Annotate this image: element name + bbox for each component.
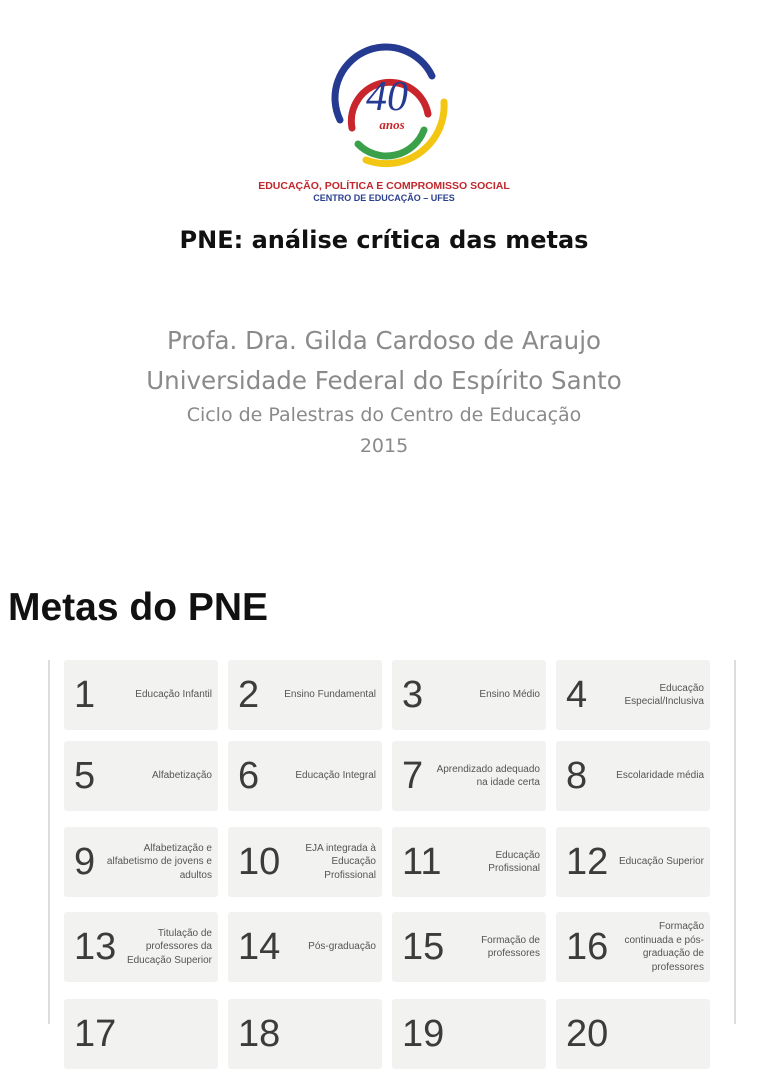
goal-tile [556,827,710,897]
goals-panel [48,660,736,1055]
goal-label: Titulação de professores da Educação Superior [126,927,212,966]
goal-number: 8 [566,755,588,797]
goal-tile [392,999,546,1069]
goal-label: Educação Infantil [135,689,212,701]
author-university: Universidade Federal do Espírito Santo [146,366,622,395]
goal-tile [228,660,382,730]
logo-number: 40 [366,74,408,120]
goal-number: 7 [402,755,424,797]
goal-tile [228,912,382,982]
goal-tile [392,912,546,982]
goal-tile [228,827,382,897]
goal-label: Formação de professores [481,934,540,959]
goal-number: 1 [74,674,96,716]
logo-caption-line2: CENTRO DE EDUCAÇÃO – UFES [313,193,455,203]
goal-number: 19 [402,1013,445,1055]
goal-label: Escolaridade média [616,770,704,782]
title-slide [0,0,768,530]
logo-caption-line1: EDUCAÇÃO, POLÍTICA E COMPROMISSO SOCIAL [258,180,510,192]
goal-label: Ensino Médio [479,689,540,701]
goal-label: Educação Superior [618,856,704,868]
goal-number: 18 [238,1013,281,1055]
section-title: Metas do PNE [8,586,269,629]
goal-label: Educação Integral [295,770,376,782]
ufes-40-anos-logo [320,38,455,173]
goal-number: 5 [74,755,96,797]
goal-tile [64,827,218,897]
goal-tile [64,912,218,982]
goal-number: 16 [566,926,609,968]
goal-number: 14 [238,926,281,968]
logo-word: anos [379,117,405,132]
goal-tile [392,660,546,730]
goal-label: Educação Profissional [488,849,540,874]
goal-number: 20 [566,1013,609,1055]
goal-number: 6 [238,755,260,797]
goal-number: 4 [566,674,588,716]
goal-tile [556,741,710,811]
goal-tile [228,741,382,811]
goal-tile [392,827,546,897]
goal-label: Aprendizado adequado na idade certa [436,763,540,788]
goal-number: 9 [74,841,96,883]
author-name: Profa. Dra. Gilda Cardoso de Araujo [167,326,601,355]
goal-number: 15 [402,926,445,968]
goal-label: Formação continuada e pós-graduação de professores [624,921,704,973]
goal-number: 11 [402,841,442,883]
event-year: 2015 [359,435,409,457]
goal-tile [556,912,710,982]
goal-tile [556,999,710,1069]
goal-tile [228,999,382,1069]
event-name: Ciclo de Palestras do Centro de Educação [186,404,582,426]
goal-number: 10 [238,841,281,883]
goal-tile [64,741,218,811]
goal-number: 12 [566,841,609,883]
goal-label: EJA integrada à Educação Profissional [305,842,376,881]
goal-number: 2 [238,674,260,716]
goal-number: 13 [74,926,117,968]
goal-number: 3 [402,674,424,716]
goal-label: Alfabetização [151,770,212,782]
goal-tile [392,741,546,811]
goal-tile [64,999,218,1069]
goal-label: Pós-graduação [308,941,376,953]
goal-number: 17 [74,1013,117,1055]
presentation-title: PNE: análise crítica das metas [179,226,589,254]
goal-tile [64,660,218,730]
goal-label: Ensino Fundamental [284,689,376,701]
goal-label: Educação Especial/Inclusiva [624,682,704,707]
goal-label: Alfabetização e alfabetismo de jovens e adultos [106,842,212,881]
goal-tile [556,660,710,730]
